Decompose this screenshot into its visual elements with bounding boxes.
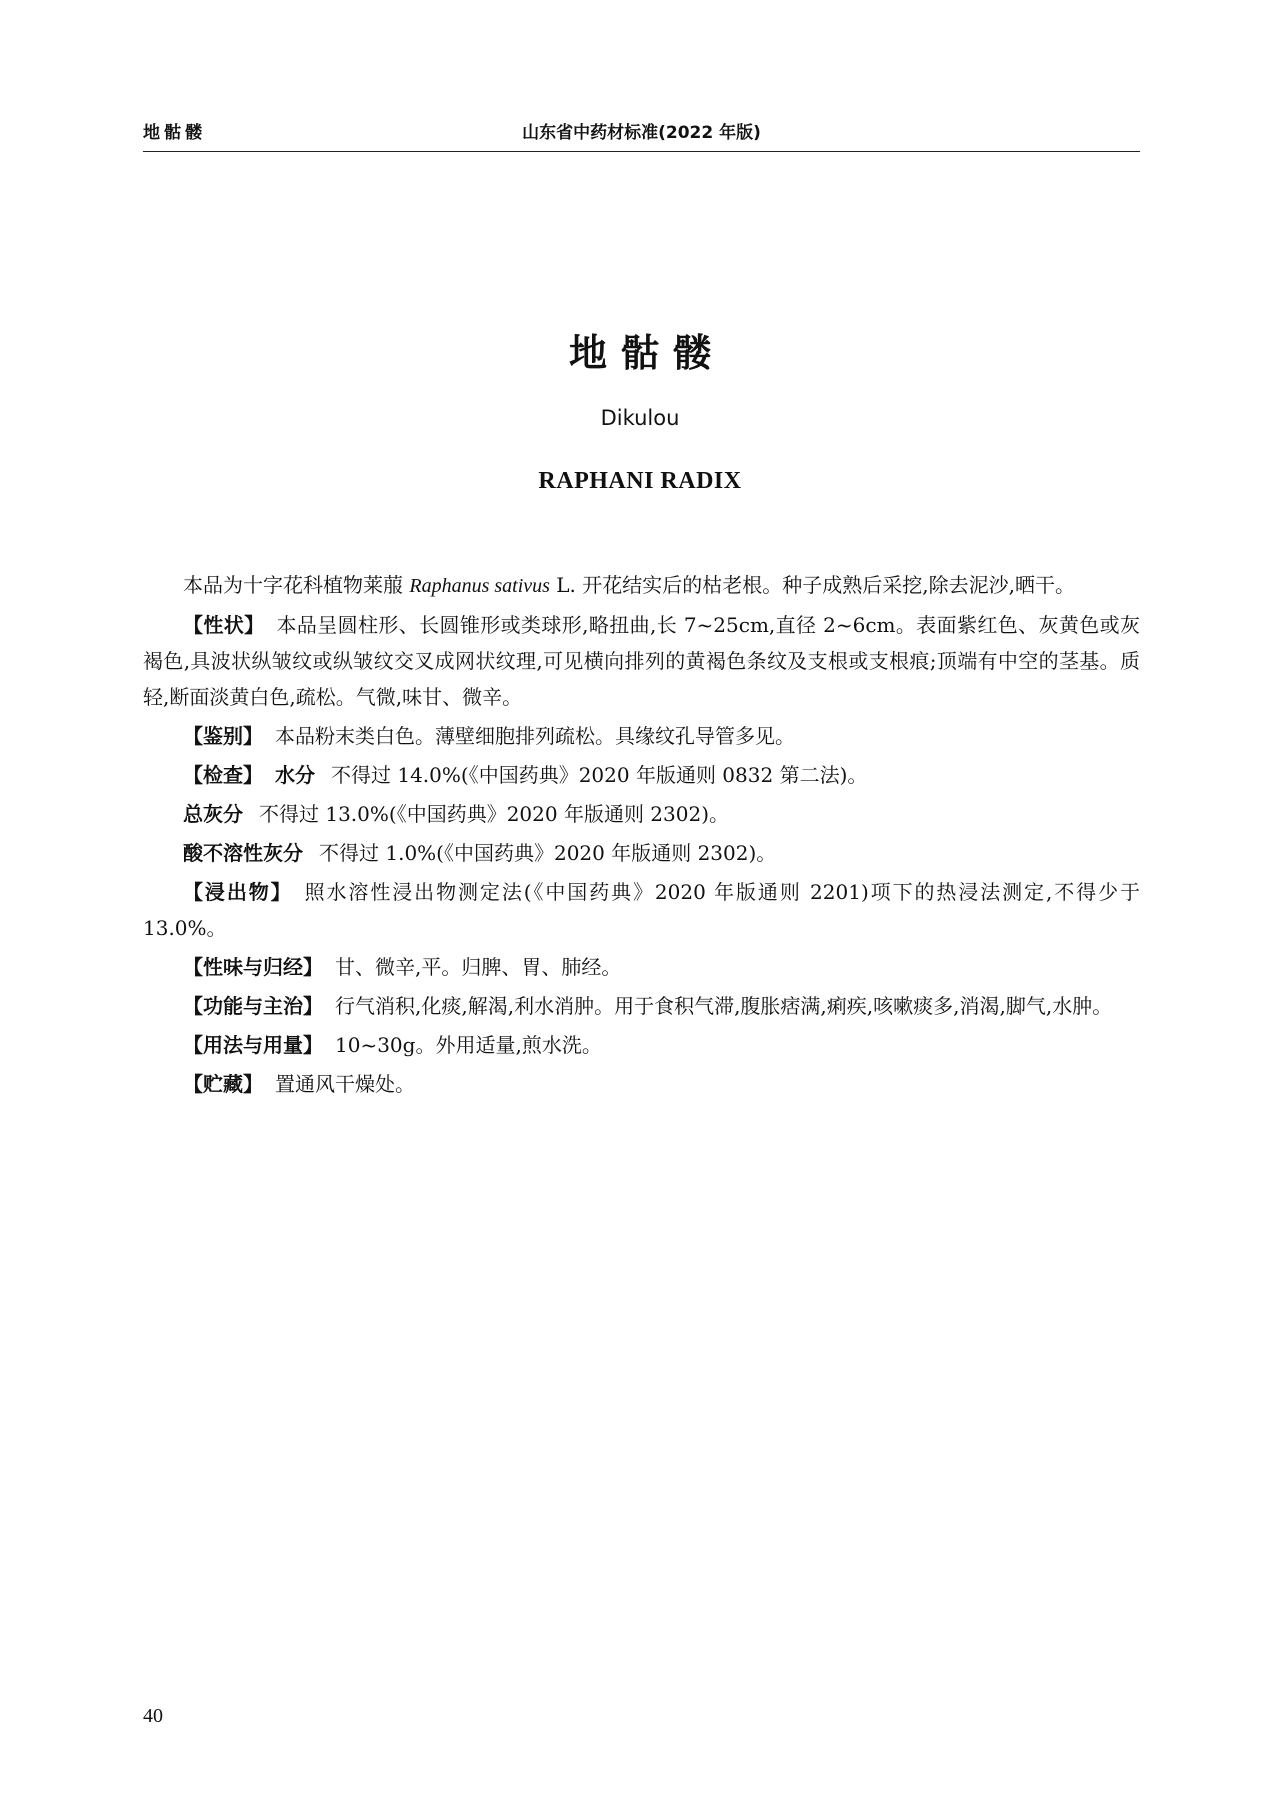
section-text: 甘、微辛,平。归脾、胃、肺经。 — [335, 955, 622, 979]
section-identification — [143, 718, 1140, 754]
section-text: 置通风干燥处。 — [275, 1072, 415, 1096]
page-number: 40 — [143, 1705, 163, 1727]
subsection-total-ash — [143, 796, 1140, 832]
section-function-indication — [143, 988, 1140, 1024]
subsection-acid-insoluble-ash — [143, 835, 1140, 871]
intro-paragraph — [143, 567, 1140, 604]
section-text: 10~30g。外用适量,煎水洗。 — [335, 1033, 602, 1057]
section-label: 【检查】 — [183, 763, 263, 787]
monograph-latin-name: RAPHANI RADIX — [538, 468, 742, 494]
section-label: 【功能与主治】 — [183, 994, 323, 1018]
section-text: 本品呈圆柱形、长圆锥形或类球形,略扭曲,长 7~25cm,直径 2~6cm。表面紫红色、灰黄色或灰褐色,具波状纵皱纹或纵皱纹交叉成网状纹理,可见横向排列的黄褐色条纹及支根或支根痕;顶端有中空的茎基。质轻,断面淡黄白色,疏松。气微,味甘、微辛。 — [143, 613, 1140, 709]
header-book-title: 山东省中药材标准(2022 年版) — [522, 123, 761, 143]
intro-text-after: L. 开花结实后的枯老根。种子成熟后采挖,除去泥沙,晒干。 — [549, 573, 1075, 597]
subsection-label: 水分 — [275, 763, 315, 787]
section-inspection — [143, 757, 1140, 793]
section-label: 【性味与归经】 — [183, 955, 323, 979]
running-header — [143, 114, 1140, 154]
section-label: 【贮藏】 — [183, 1072, 263, 1096]
section-property-meridian — [143, 949, 1140, 985]
subsection-label: 总灰分 — [183, 802, 243, 826]
section-text: 本品粉末类白色。薄壁细胞排列疏松。具缘纹孔导管多见。 — [275, 724, 795, 748]
section-label: 【用法与用量】 — [183, 1033, 323, 1057]
section-extractives — [143, 874, 1140, 946]
header-rule — [143, 151, 1140, 152]
monograph-body — [143, 567, 1140, 1102]
section-label: 【鉴别】 — [183, 724, 263, 748]
header-monograph-name: 地骷髅 — [143, 123, 206, 143]
intro-text-before: 本品为十字花科植物莱菔 — [183, 573, 410, 597]
section-text: 行气消积,化痰,解渴,利水消肿。用于食积气滞,腹胀痞满,痢疾,咳嗽痰多,消渴,脚气,水肿。 — [335, 994, 1113, 1018]
subsection-text: 不得过 13.0%(《中国药典》2020 年版通则 2302)。 — [259, 802, 730, 826]
subsection-text: 不得过 1.0%(《中国药典》2020 年版通则 2302)。 — [319, 841, 777, 865]
scientific-name: Raphanus sativus — [409, 575, 550, 597]
subsection-text: 不得过 14.0%(《中国药典》2020 年版通则 0832 第二法)。 — [331, 763, 868, 787]
section-text: 照水溶性浸出物测定法(《中国药典》2020 年版通则 2201)项下的热浸法测定,不得少于 13.0%。 — [143, 880, 1140, 940]
monograph-pinyin: Dikulou — [600, 406, 680, 430]
monograph-title: 地骷髅 — [568, 331, 725, 375]
section-description — [143, 607, 1140, 715]
subsection-label: 酸不溶性灰分 — [183, 841, 303, 865]
section-usage-dosage — [143, 1027, 1140, 1063]
section-storage — [143, 1066, 1140, 1102]
section-label: 【性状】 — [183, 613, 265, 637]
section-label: 【浸出物】 — [183, 880, 293, 904]
